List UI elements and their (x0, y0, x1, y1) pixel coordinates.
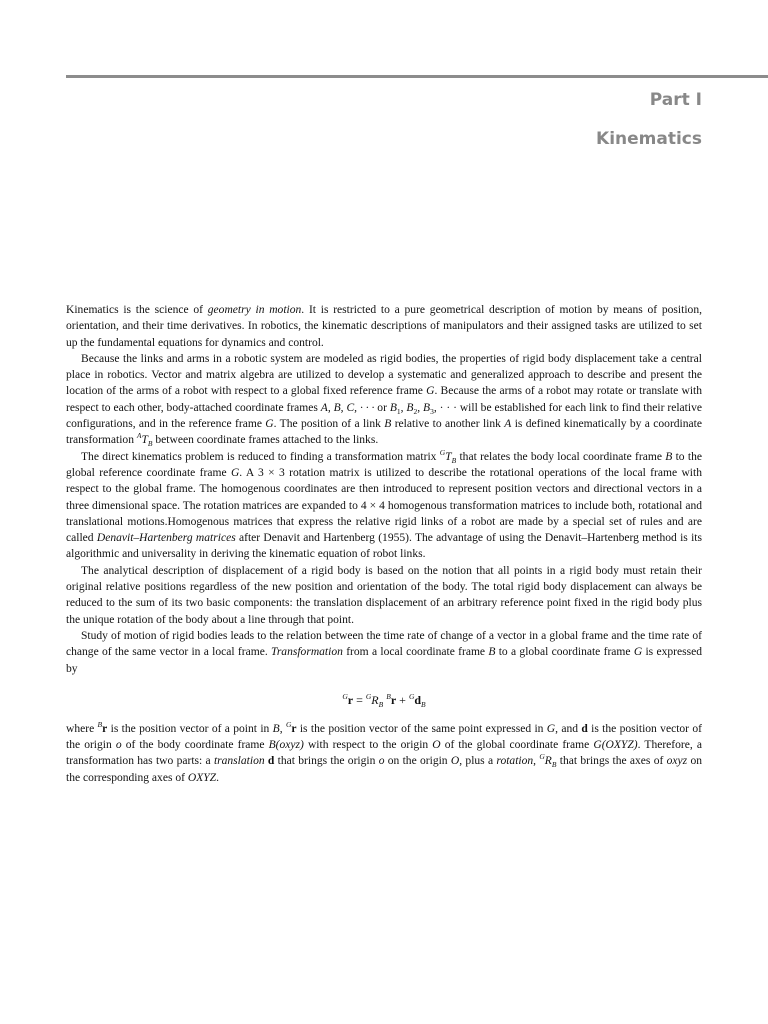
transformation-equation: $^Gr = ^GR_B$ $^Br + ^Gd_B$ (342, 691, 426, 709)
paragraph-5: Study of motion of rigid bodies leads to the relation between the time rate of change of a vector in a global frame and the time rate of change of the same vector in a local frame. Transformation from a local coordinate frame B to a global coordinate frame G is expressed by (66, 629, 702, 675)
part-label: Part I (649, 90, 702, 110)
header-rule (66, 75, 768, 78)
body-text (66, 302, 702, 786)
paragraph-3: The direct kinematics problem is reduced to finding a transformation matrix $^GT_B$ that relates the body local coordinate frame B to the global reference coordinate frame G. A 3 × 3 rotation matrix is utilized to describe the rotational operations of the local frame with respect to the global frame. The homogenous coordinates are then introduced to represent position vectors and directional vectors in a three dimensional space. The rotation matrices are expanded to 4 × 4 homogenous transformation matrices to include both, rotational and translational motions.Homogenous matrices that express the relative rigid links of a robot are made by a special set of rules and are called Denavit–Hartenberg matrices after Denavit and Hartenberg (1955). The advantage of using the Denavit–Hartenberg method is its algorithmic and universality in deriving the kinematic equation of robot links. (66, 447, 702, 561)
paragraph-6: where $^B$r is the position vector of a point in B, $^G$r is the position vector of the same point expressed in G, and d is the position vector of the origin o of the body coordinate frame B(oxyz) with respect to the origin O of the global coordinate frame G(OXYZ). Therefore, a transformation has two parts: a translation d that brings the origin o on the origin O, plus a rotation, $^GR_B$ that brings the axes of oxyz on the corresponding axes of OXYZ. (66, 719, 702, 784)
paragraph-4: The analytical description of displacement of a rigid body is based on the notion that all points in a rigid body must retain their original relative positions regardless of the new position and orientation of the body. The total rigid body displacement can always be reduced to the sum of its two basic components: the translation displacement of an arbitrary reference point fixed in the rigid body plus the unique rotation of the body about a line through that point. (66, 564, 702, 626)
paragraph-2: Because the links and arms in a robotic system are modeled as rigid bodies, the properties of rigid body displacement take a central place in robotics. Vector and matrix algebra are utilized to develop a systematic and generalized approach to describe and present the location of the arms of a robot with respect to a global fixed reference frame G. Because the arms of a robot may rotate or translate with respect to each other, body-attached coordinate frames A, B, C, · · · or $B_1$, $B_2$, $B_3$, · · · will be established for each link to find their relative configurations, and in the reference frame G. The position of a link B relative to another link A is defined kinematically by a coordinate transformation $^AT_B$ between coordinate frames attached to the links. (66, 352, 703, 449)
paragraph-1: Kinematics is the science of geometry in motion. It is restricted to a pure geometrical description of motion by means of position, orientation, and their time derivatives. In robotics, the kinematic descriptions of manipulators and their assigned tasks are utilized to set up the fundamental equations for dynamics and control. (66, 304, 702, 349)
part-title: Kinematics (596, 129, 702, 149)
